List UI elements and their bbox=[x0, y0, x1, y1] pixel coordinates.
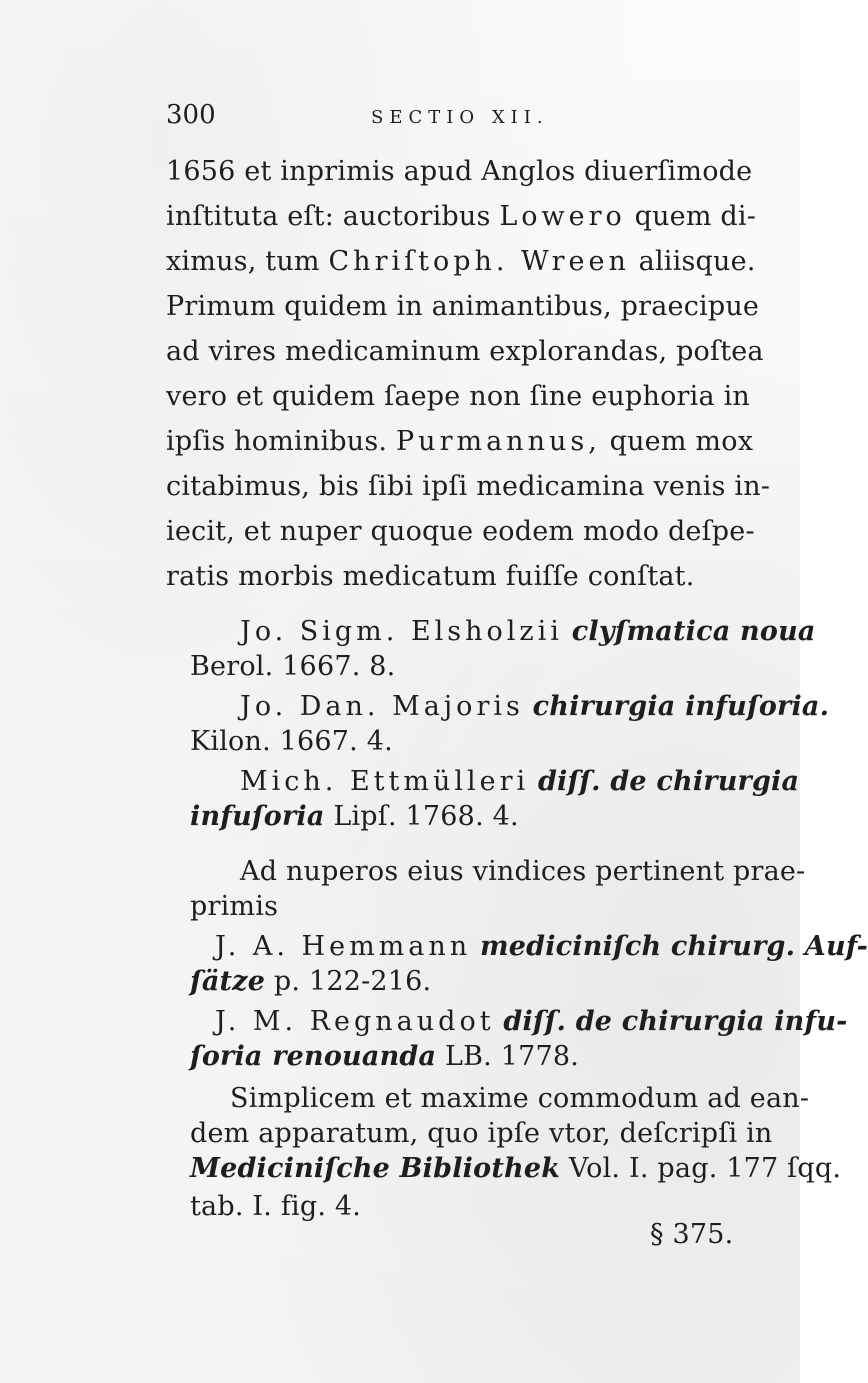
reference-line bbox=[215, 930, 868, 964]
text-line: Mediciniſche Bibliothek Vol. I. pag. 177 ſqq. bbox=[190, 1153, 842, 1184]
text-line: tab. I. fig. 4. bbox=[190, 1191, 362, 1222]
reference-line: Berol. 1667. 8. bbox=[190, 651, 396, 682]
reference-author: Mich. Ettmülleri bbox=[240, 766, 530, 797]
text-line: Ad nuperos eius vindices pertinent prae- bbox=[240, 856, 806, 887]
text-line: ximus, tum Chriſtoph. Wreen aliisque. bbox=[166, 246, 756, 277]
text-line: primis bbox=[190, 891, 279, 922]
reference-title: ſätze bbox=[190, 966, 266, 997]
reference-line: ſoria renouanda LB. 1778. bbox=[190, 1041, 580, 1072]
journal-title: Mediciniſche Bibliothek bbox=[190, 1153, 561, 1184]
text-line: dem apparatum, quo ipſe vtor, deſcripſi in bbox=[190, 1118, 773, 1149]
reference-line: ſätze p. 122-216. bbox=[190, 966, 432, 997]
running-head: SECTIO XII. bbox=[371, 107, 549, 128]
reference-title: ſoria renouanda bbox=[190, 1041, 437, 1072]
text-line: 1656 et inprimis apud Anglos diuerſimode bbox=[166, 156, 753, 187]
person-name: Chriſtoph. Wreen bbox=[328, 246, 630, 277]
reference-line bbox=[215, 1005, 848, 1039]
reference-title: clyſmatica noua bbox=[571, 616, 816, 647]
page-number: 300 bbox=[166, 100, 216, 130]
text-line: ratis morbis medicatum fuiſſe conſtat. bbox=[166, 561, 695, 592]
text-line: inſtituta eſt: auctoribus Lowero quem di- bbox=[166, 201, 757, 232]
reference-line: Kilon. 1667. 4. bbox=[190, 726, 393, 757]
reference-author: J. A. Hemmann bbox=[215, 931, 472, 962]
reference-line bbox=[240, 690, 829, 724]
person-name: Purmannus, bbox=[396, 426, 601, 457]
reference-line bbox=[240, 615, 816, 649]
reference-author: Jo. Sigm. Elsholzii bbox=[240, 616, 563, 647]
reference-line bbox=[240, 765, 799, 799]
text-line: Primum quidem in animantibus, praecipue bbox=[166, 291, 760, 322]
person-name: Lowero bbox=[499, 201, 626, 232]
text-line: citabimus, bis ſibi ipſi medicamina venis in- bbox=[166, 471, 771, 502]
reference-author: J. M. Regnaudot bbox=[215, 1006, 495, 1037]
reference-author: Jo. Dan. Majoris bbox=[240, 691, 524, 722]
text-line: Simplicem et maxime commodum ad ean- bbox=[230, 1083, 810, 1114]
reference-title: diſſ. de chirurgia bbox=[537, 766, 800, 797]
text-line: ipſis hominibus. Purmannus, quem mox bbox=[166, 426, 754, 457]
text-line: vero et quidem ſaepe non ſine euphoria in bbox=[166, 381, 750, 412]
page-header bbox=[166, 100, 766, 140]
reference-title: diſſ. de chirurgia infu- bbox=[503, 1006, 848, 1037]
text-line: ad vires medicaminum explorandas, poſtea bbox=[166, 336, 764, 367]
reference-title: infuſoria bbox=[190, 801, 325, 832]
reference-title: chirurgia infuſoria. bbox=[532, 691, 830, 722]
catchword: § 375. bbox=[650, 1219, 734, 1250]
text-line: iecit, et nuper quoque eodem modo deſpe- bbox=[166, 516, 755, 547]
reference-line: infuſoria Lipſ. 1768. 4. bbox=[190, 801, 519, 832]
reference-title: mediciniſch chirurg. Auf- bbox=[479, 931, 868, 962]
